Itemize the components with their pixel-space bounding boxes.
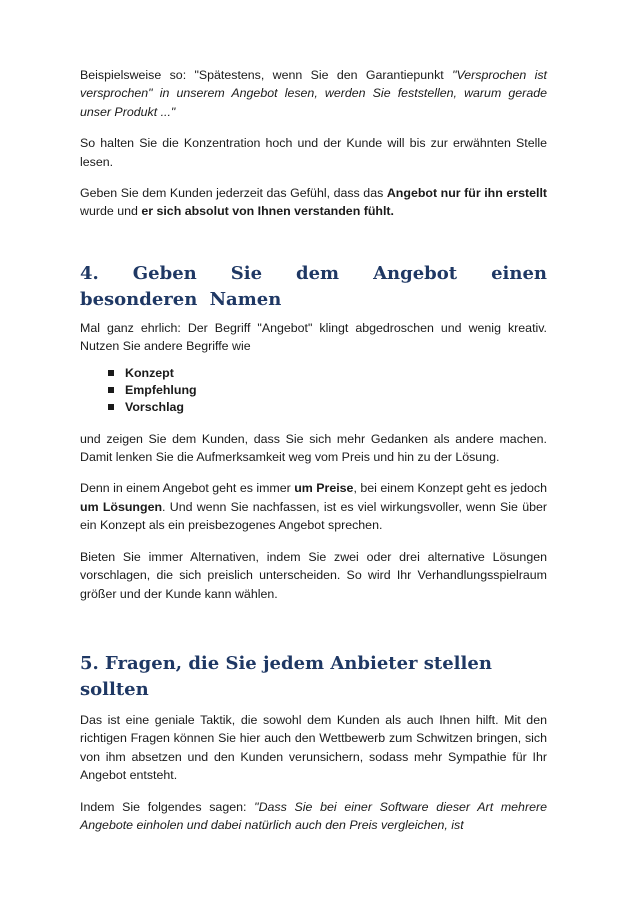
paragraph-feeling [80,184,547,221]
bullet-list [80,365,547,416]
list-item [108,399,547,416]
bold-text: um Preise [294,481,354,496]
page-content [80,66,547,834]
heading-section-5: 5. Fragen, die Sie jedem Anbieter stellen sollten [80,652,492,700]
bold-text: um Lösungen [80,499,163,514]
paragraph-say-following [80,798,547,835]
square-bullet-icon [108,370,114,376]
square-bullet-icon [108,387,114,393]
square-bullet-icon [108,404,114,410]
list-item [108,382,547,399]
paragraph-tactic: Das ist eine geniale Taktik, die sowohl dem Kunden als auch Ihnen hilft. Mit den richtigen Fragen können Sie hier auch den Wettbewerb zum Schwitzen bringen, sich von ihm absetzen und den Kunden verunsichern, sodass mehr Sympathie für Ihr Angebot entsteht. [80,712,547,783]
paragraph-prices-solutions [80,479,547,534]
list-item-label: Konzept [125,365,174,380]
list-item-label: Vorschlag [125,399,184,414]
heading-section-4: 4. Geben Sie dem Angebot einen besonderen Namen [80,262,547,310]
paragraph-text: . Und wenn Sie nachfassen, ist es viel wirkungsvoller, wenn Sie über ein Konzept als ein preisbezogenes Angebot sprechen. [80,499,548,533]
paragraph-text: Beispielsweise so: "Spätestens, wenn Sie den Garantiepunkt [80,68,453,82]
list-item [108,365,547,382]
italic-quote: "Dass Sie bei einer Software dieser Art mehrere Angebote einholen und dabei natürlich auch den Preis vergleichen, ist [80,799,547,832]
paragraph-concentration: So halten Sie die Konzentration hoch und der Kunde will bis zur erwähnten Stelle lesen. [80,136,547,169]
italic-quote: "Versprochen ist versprochen" in unserem Angebot lesen, werden Sie feststellen, warum gerade unser Produkt ..." [80,68,547,119]
paragraph-text: Geben Sie dem Kunden jederzeit das Gefühl, dass das [80,186,387,201]
paragraph-angebot-term: Mal ganz ehrlich: Der Begriff "Angebot" klingt abgedroschen und wenig kreativ. Nutzen Sie andere Begriffe wie [80,320,547,354]
bold-text: er sich absolut von Ihnen verstanden fühlt. [141,204,394,219]
list-item-label: Empfehlung [125,382,197,397]
paragraph-text: , bei einem Konzept geht es jedoch [353,481,548,496]
paragraph-example [80,66,547,121]
paragraph-alternatives: Bieten Sie immer Alternativen, indem Sie zwei oder drei alternative Lösungen vorschlagen, die sich preislich unterscheiden. So wird Ihr Verhandlungsspielraum größer und der Kunde kann wählen. [80,549,547,601]
paragraph-more-thought: und zeigen Sie dem Kunden, dass Sie sich mehr Gedanken als andere machen. Damit lenken Sie die Aufmerksamkeit weg vom Preis und hin zu der Lösung. [80,431,547,465]
paragraph-text: Denn in einem Angebot geht es immer [80,481,295,496]
bold-text: Angebot nur für ihn erstellt [386,186,548,201]
paragraph-text: wurde und [80,204,142,219]
paragraph-text: Indem Sie folgendes sagen: [80,799,255,814]
